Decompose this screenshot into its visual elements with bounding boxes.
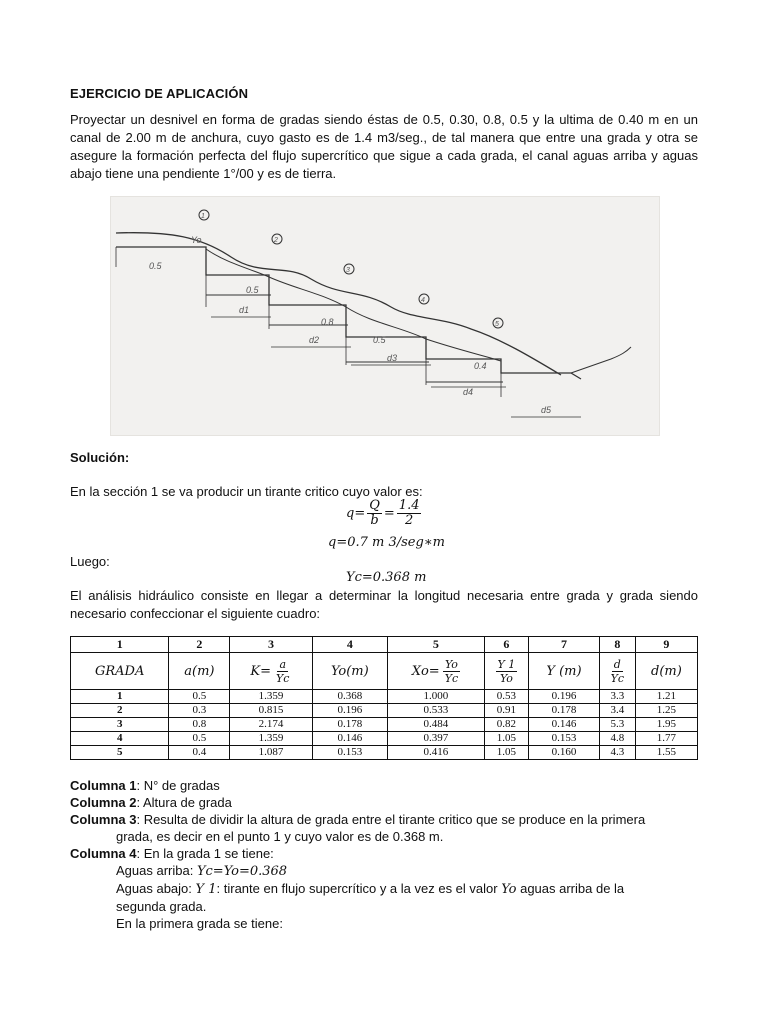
aguas-arriba-line <box>70 862 698 880</box>
header-xo-lhs: Xo= <box>411 663 440 679</box>
eq1-den2: 2 <box>405 513 414 528</box>
grada-number-cell: 1 <box>71 690 169 704</box>
table-cell: 3.4 <box>599 704 635 718</box>
header-a: a(m) <box>169 653 230 690</box>
formula-header-row <box>71 653 698 690</box>
header-yo: Yo(m) <box>312 653 388 690</box>
table-cell: 0.416 <box>388 746 485 760</box>
col-num: 1 <box>71 637 169 653</box>
eq1-num2: 1.4 <box>398 498 420 513</box>
column2-label: Columna 2 <box>70 795 137 810</box>
aguas-arriba-eq: Yc=Yo=0.368 <box>196 864 288 879</box>
table-cell: 0.53 <box>484 690 528 704</box>
table-cell: 0.178 <box>529 704 600 718</box>
column-number-row <box>71 637 698 653</box>
table-cell: 0.5 <box>169 690 230 704</box>
table-cell: 0.82 <box>484 718 528 732</box>
table-cell: 0.91 <box>484 704 528 718</box>
table-cell: 0.196 <box>312 704 388 718</box>
table-cell: 1.359 <box>230 732 312 746</box>
table-cell: 1.05 <box>484 732 528 746</box>
figure-label-yo: Yo <box>191 235 202 245</box>
table-cell: 2.174 <box>230 718 312 732</box>
column1-label: Columna 1 <box>70 778 137 793</box>
columns-explanation <box>70 777 698 932</box>
column3-continuation: grada, es decir en el punto 1 y cuyo valor es de 0.368 m. <box>116 829 444 844</box>
figure-label-h2: 0.5 <box>246 285 259 295</box>
header-y1-yo <box>484 653 528 690</box>
column2-note <box>70 794 698 811</box>
table-cell: 0.4 <box>169 746 230 760</box>
table-cell: 1.05 <box>484 746 528 760</box>
table-cell: 5.3 <box>599 718 635 732</box>
figure-label-d3: d3 <box>387 353 398 363</box>
header-y1-num: Y 1 <box>497 658 516 671</box>
grada-number-cell: 2 <box>71 704 169 718</box>
aguas-arriba-label: Aguas arriba: <box>116 863 197 878</box>
header-xo-num: Yo <box>444 657 458 671</box>
stepped-drop-figure <box>110 196 660 436</box>
header-d-den: Yc <box>610 672 625 685</box>
column3-note <box>70 811 698 828</box>
header-k-den: Yc <box>276 671 290 685</box>
table-row <box>71 732 698 746</box>
header-dm: d(m) <box>635 653 697 690</box>
aguas-abajo-continuation: segunda grada. <box>116 899 207 914</box>
solution-heading: Solución: <box>70 450 130 465</box>
document-body <box>70 86 698 197</box>
column1-note <box>70 777 698 794</box>
figure-label-h5: 0.4 <box>474 361 487 371</box>
col-num: 2 <box>169 637 230 653</box>
table-cell: 0.3 <box>169 704 230 718</box>
table-row <box>71 718 698 732</box>
table-cell: 0.397 <box>388 732 485 746</box>
equation-q-value: q=0.7 m 3/seg∗m <box>328 535 445 550</box>
table-cell: 4.8 <box>599 732 635 746</box>
aguas-abajo-text: : tirante en flujo supercrítico y a la vez es el valor <box>216 881 502 896</box>
stepped-drop-diagram <box>111 197 659 435</box>
column4-note <box>70 845 698 862</box>
table-cell: 0.815 <box>230 704 312 718</box>
problem-statement: Proyectar un desnivel en forma de gradas siendo éstas de 0.5, 0.30, 0.8, 0.5 y la ultima de 0.40 m en un canal de 2.00 m de anchura, cuyo gasto es de 1.4 m3/seg., de tal manera que entre una grada y otra se asegure la formación perfecta del flujo supercrítico que sigue a cada grada, el canal aguas arriba y aguas abajo tiene una pendiente 1°/00 y es de tierra. <box>70 112 698 181</box>
eq1-lhs: q= <box>346 506 366 521</box>
eq1-num: Q <box>369 498 380 513</box>
table-cell: 1.087 <box>230 746 312 760</box>
header-grada: GRADA <box>71 653 169 690</box>
header-k-lhs: K= <box>250 663 272 679</box>
table-cell: 0.153 <box>529 732 600 746</box>
figure-label-d1: d1 <box>239 305 250 315</box>
aguas-abajo-label: Aguas abajo: <box>116 881 196 896</box>
table-cell: 1.25 <box>635 704 697 718</box>
primera-grada-line: En la primera grada se tiene: <box>116 916 283 931</box>
water-surface <box>116 233 561 375</box>
equation-yc: Yc=0.368 m <box>346 570 427 585</box>
figure-label-d5: d5 <box>541 405 552 415</box>
grada-number-cell: 4 <box>71 732 169 746</box>
table-row <box>71 704 698 718</box>
table-cell: 0.160 <box>529 746 600 760</box>
column1-text: : N° de gradas <box>136 778 220 793</box>
col-num: 6 <box>484 637 528 653</box>
analysis-paragraph: El análisis hidráulico consiste en llegar a determinar la longitud necesaria entre grada y grada siendo necesario confeccionar el siguiente cuadro: <box>70 588 698 621</box>
col-num: 7 <box>529 637 600 653</box>
table-cell: 0.146 <box>529 718 600 732</box>
table-cell: 0.484 <box>388 718 485 732</box>
table-cell: 0.146 <box>312 732 388 746</box>
aguas-abajo-line <box>70 880 698 898</box>
table-cell: 3.3 <box>599 690 635 704</box>
column3-label: Columna 3 <box>70 812 137 827</box>
figure-label-5: 5 <box>495 321 499 328</box>
eq1-fraction-qb <box>367 499 382 528</box>
table-body <box>71 690 698 760</box>
header-d-yc <box>599 653 635 690</box>
col-num: 9 <box>635 637 697 653</box>
aguas-abajo-symbol: Y 1 <box>195 882 217 897</box>
header-xo-den: Yc <box>444 671 459 685</box>
section1-text: En la sección 1 se va producir un tirante critico cuyo valor es: <box>70 484 423 499</box>
table-cell: 0.178 <box>312 718 388 732</box>
aguas-abajo-text2: aguas arriba de la <box>516 881 625 896</box>
table-cell: 0.196 <box>529 690 600 704</box>
table-cell: 0.153 <box>312 746 388 760</box>
figure-label-1: 1 <box>201 213 205 220</box>
grades-table <box>70 636 698 760</box>
header-y: Y (m) <box>529 653 600 690</box>
eq1-den: b <box>370 513 379 528</box>
table-cell: 1.77 <box>635 732 697 746</box>
header-k-num: a <box>279 657 287 671</box>
header-xo <box>388 653 485 690</box>
figure-label-4: 4 <box>421 297 425 304</box>
figure-label-2: 2 <box>274 237 278 244</box>
table-cell: 1.95 <box>635 718 697 732</box>
header-y1-den: Yo <box>499 672 513 685</box>
figure-label-d2: d2 <box>309 335 320 345</box>
column3-text: : Resulta de dividir la altura de grada entre el tirante critico que se produce en la primera <box>136 812 646 827</box>
eq1-fraction-values <box>397 499 422 528</box>
table-row <box>71 746 698 760</box>
table-cell: 0.5 <box>169 732 230 746</box>
col-num: 3 <box>230 637 312 653</box>
table-cell: 1.359 <box>230 690 312 704</box>
table-cell: 1.000 <box>388 690 485 704</box>
table-cell: 1.55 <box>635 746 697 760</box>
table-cell: 1.21 <box>635 690 697 704</box>
col-num: 4 <box>312 637 388 653</box>
header-k <box>230 653 312 690</box>
col-num: 8 <box>599 637 635 653</box>
figure-label-d4: d4 <box>463 387 474 397</box>
column4-label: Columna 4 <box>70 846 137 861</box>
table-cell: 0.533 <box>388 704 485 718</box>
column4-text: : En la grada 1 se tiene: <box>136 846 274 861</box>
grada-number-cell: 3 <box>71 718 169 732</box>
header-d-num: d <box>613 658 621 671</box>
figure-label-h4: 0.5 <box>373 335 386 345</box>
figure-label-h3: 0.8 <box>321 317 334 327</box>
table-row <box>71 690 698 704</box>
grada-number-cell: 5 <box>71 746 169 760</box>
figure-label-h1: 0.5 <box>149 261 162 271</box>
equation-q <box>346 499 421 528</box>
col-num: 5 <box>388 637 485 653</box>
table-cell: 4.3 <box>599 746 635 760</box>
aguas-abajo-symbol-yo: Yo <box>501 882 517 897</box>
table-cell: 0.368 <box>312 690 388 704</box>
table-cell: 0.8 <box>169 718 230 732</box>
eq1-equals: = <box>383 506 395 521</box>
column2-text: : Altura de grada <box>136 795 232 810</box>
luego-label: Luego: <box>70 554 110 569</box>
figure-label-3: 3 <box>346 267 350 274</box>
exercise-heading: EJERCICIO DE APLICACIÓN <box>70 86 249 101</box>
